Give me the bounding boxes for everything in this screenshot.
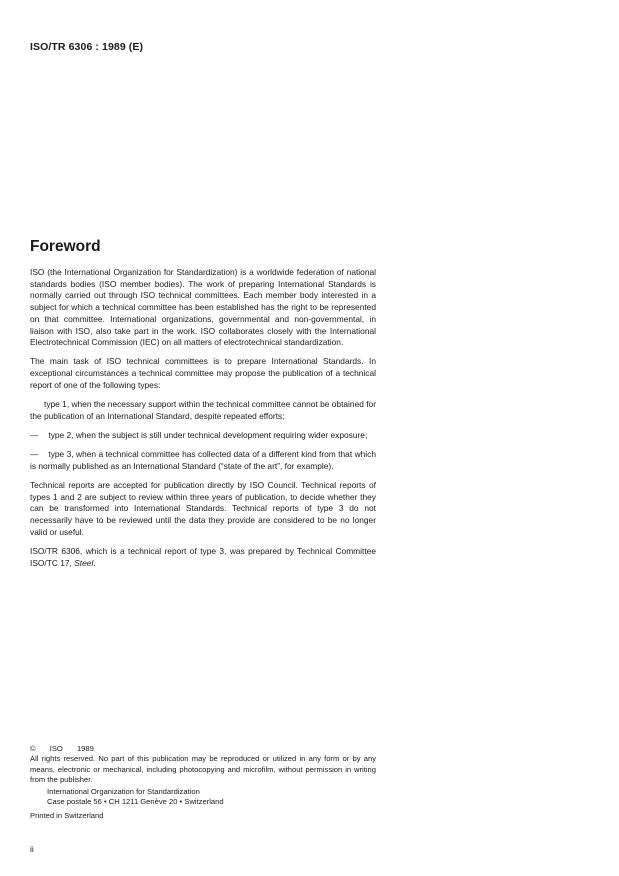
list-item-text: type 2, when the subject is still under technical development requiring wider exposure; <box>48 429 368 440</box>
list-item-type-3 <box>30 449 376 472</box>
foreword-body <box>30 267 376 577</box>
list-item-text: type 3, when a technical committee has collected data of a different kind from that which is normally published as an International Standard (“state of the art”, for example). <box>30 449 376 471</box>
copyright-block <box>30 744 376 822</box>
copyright-symbol: © <box>30 744 36 753</box>
paragraph-text: . <box>93 557 96 568</box>
foreword-paragraph-4 <box>30 546 376 569</box>
rights-statement: All rights reserved. No part of this publication may be reproduced or utilized in any form or by any means, electronic or mechanical, including photocopying and microfilm, without permission in writing from the publisher. <box>30 754 376 785</box>
committee-name: Steel <box>74 557 94 568</box>
list-item-text: type 1, when the necessary support within the technical committee cannot be obtained for the publication of an International Standard, despite repeated efforts; <box>30 399 376 421</box>
list-item-type-1 <box>30 399 376 422</box>
page-number: ii <box>30 844 34 854</box>
foreword-paragraph-1: ISO (the International Organization for Standardization) is a worldwide federation of national standards bodies (ISO member bodies). The work of preparing International Standards is normally carried out through ISO technical committees. Each member body interested in a subject for which a technical committee has been established has the right to be represented on that committee. International organizations, governmental and non-governmental, in liaison with ISO, also take part in the work. ISO collaborates closely with the International Electrotechnical Commission (IEC) on all matters of electrotechnical standardization. <box>30 267 376 348</box>
printed-in: Printed in Switzerland <box>30 811 104 821</box>
paragraph-text: ISO/TR 6306, which is a technical report of type 3, was prepared by Technical Committee ISO/TC 17, <box>30 546 376 568</box>
address-line: Case postale 56 • CH 1211 Genève 20 • Switzerland <box>47 797 224 807</box>
address-line: International Organization for Standardization <box>47 786 200 796</box>
list-dash: — <box>30 449 39 460</box>
foreword-paragraph-3: Technical reports are accepted for publication directly by ISO Council. Technical reports of types 1 and 2 are subject to review within three years of publication, to decide whether they can be transformed into International Standards. Technical reports of type 3 do not necessarily have to be reviewed until the data they provide are considered to be no longer valid or useful. <box>30 480 376 537</box>
publisher-address <box>30 787 376 808</box>
foreword-paragraph-2: The main task of ISO technical committees is to prepare International Standards. In exceptional circumstances a technical committee may propose the publication of a technical report of one of the following types: <box>30 356 376 390</box>
copyright-line <box>30 744 376 754</box>
foreword-title: Foreword <box>30 238 101 255</box>
copyright-org: ISO <box>49 744 63 753</box>
document-reference: ISO/TR 6306 : 1989 (E) <box>30 41 144 53</box>
copyright-year: 1989 <box>76 744 94 753</box>
list-item-type-2 <box>30 430 376 442</box>
list-dash: — <box>30 429 39 440</box>
